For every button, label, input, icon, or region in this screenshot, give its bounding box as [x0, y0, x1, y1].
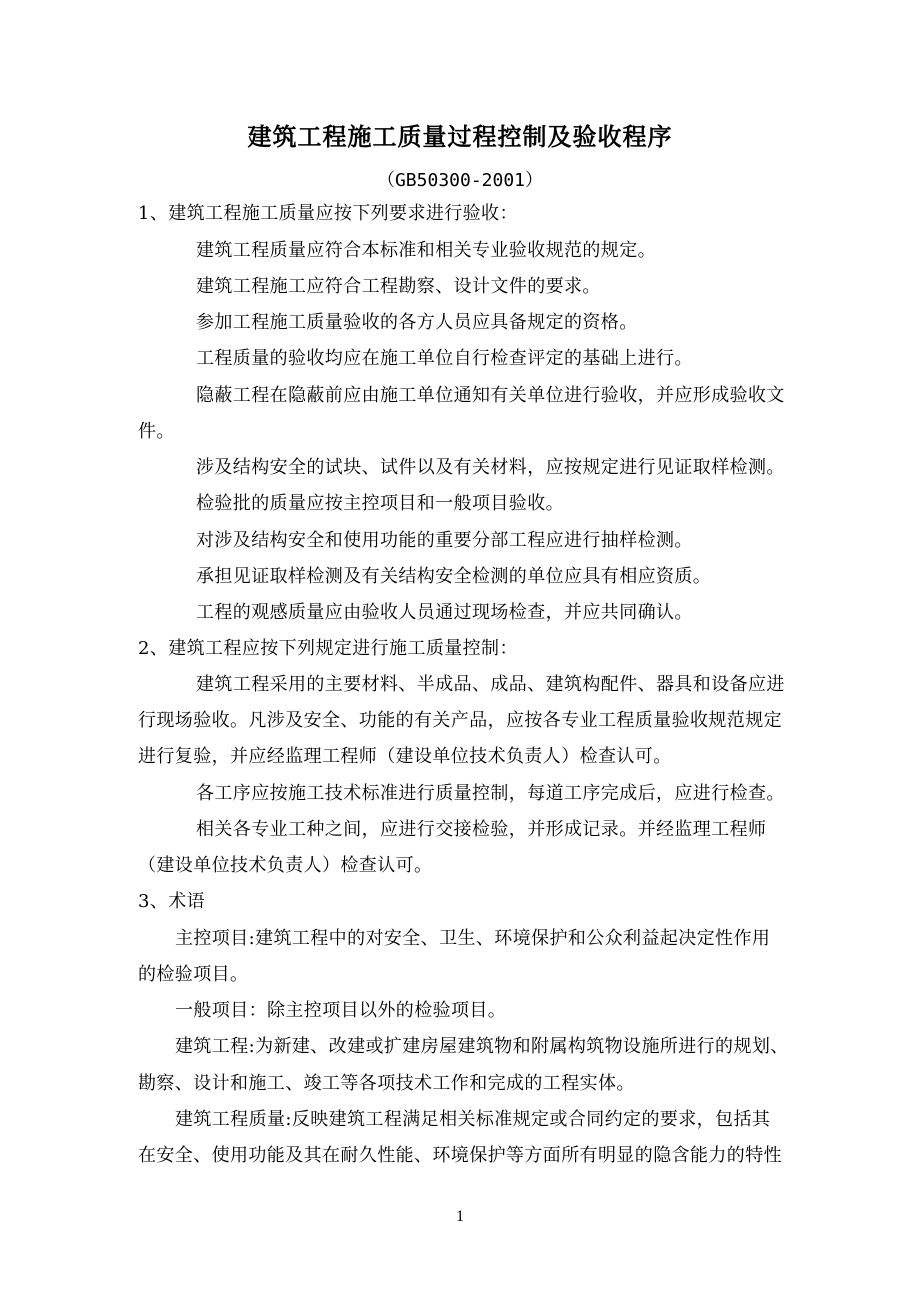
paragraph-line: 检验批的质量应按主控项目和一般项目验收。 [196, 493, 564, 514]
paragraph-line: 承担见证取样检测及有关结构安全检测的单位应具有相应资质。 [196, 566, 712, 587]
paragraph-line: 主控项目:建筑工程中的对安全、卫生、环境保护和公众利益起决定性作用 [175, 928, 771, 949]
paragraph-line: 各工序应按施工技术标准进行质量控制，每道工序完成后，应进行检查。 [196, 783, 785, 804]
paragraph-line: 涉及结构安全的试块、试件以及有关材料，应按规定进行见证取样检测。 [196, 457, 785, 478]
paragraph-line: 勘察、设计和施工、竣工等各项技术工作和完成的工程实体。 [138, 1073, 635, 1094]
section-1-heading: 1、建筑工程施工质量应按下列要求进行验收： [138, 203, 518, 224]
paragraph-line: 的检验项目。 [138, 964, 249, 985]
paragraph-line: 建筑工程:为新建、改建或扩建房屋建筑物和附属构筑物设施所进行的规划、 [175, 1036, 789, 1057]
paragraph-line: 工程质量的验收均应在施工单位自行检查评定的基础上进行。 [196, 348, 693, 369]
paragraph-line: 在安全、使用功能及其在耐久性能、环境保护等方面所有明显的隐含能力的特性 [138, 1145, 782, 1166]
document-title: 建筑工程施工质量过程控制及验收程序 [247, 122, 673, 151]
section-2-heading: 2、建筑工程应按下列规定进行施工质量控制： [138, 638, 518, 659]
paragraph-line: 建筑工程采用的主要材料、半成品、成品、建筑构配件、器具和设备应进 [196, 674, 785, 695]
paragraph-line: 参加工程施工质量验收的各方人员应具备规定的资格。 [196, 312, 638, 333]
paragraph-line: 建筑工程质量:反映建筑工程满足相关标准规定或合同约定的要求，包括其 [175, 1109, 771, 1130]
paragraph-line: 建筑工程质量应符合本标准和相关专业验收规范的规定。 [196, 240, 656, 261]
paragraph-line: 一般项目：除主控项目以外的检验项目。 [175, 1000, 507, 1021]
paragraph-line: 进行复验，并应经监理工程师（建设单位技术负责人）检查认可。 [138, 746, 672, 767]
paragraph-line: 相关各专业工种之间，应进行交接检验，并形成记录。并经监理工程师 [196, 819, 767, 840]
paragraph-line: 件。 [138, 421, 175, 442]
paragraph-line: 行现场验收。凡涉及安全、功能的有关产品，应按各专业工程质量验收规范规定 [138, 710, 782, 731]
section-3-heading: 3、术语 [138, 891, 206, 912]
paragraph-line: 建筑工程施工应符合工程勘察、设计文件的要求。 [196, 276, 601, 297]
paragraph-line: 隐蔽工程在隐蔽前应由施工单位通知有关单位进行验收，并应形成验收文 [196, 385, 785, 406]
standard-number: （GB50300-2001） [376, 170, 544, 191]
paragraph-line: 工程的观感质量应由验收人员通过现场检查，并应共同确认。 [196, 602, 693, 623]
paragraph-line: （建设单位技术负责人）检查认可。 [138, 855, 433, 876]
paragraph-line: 对涉及结构安全和使用功能的重要分部工程应进行抽样检测。 [196, 530, 693, 551]
page-number: 1 [456, 1208, 464, 1225]
